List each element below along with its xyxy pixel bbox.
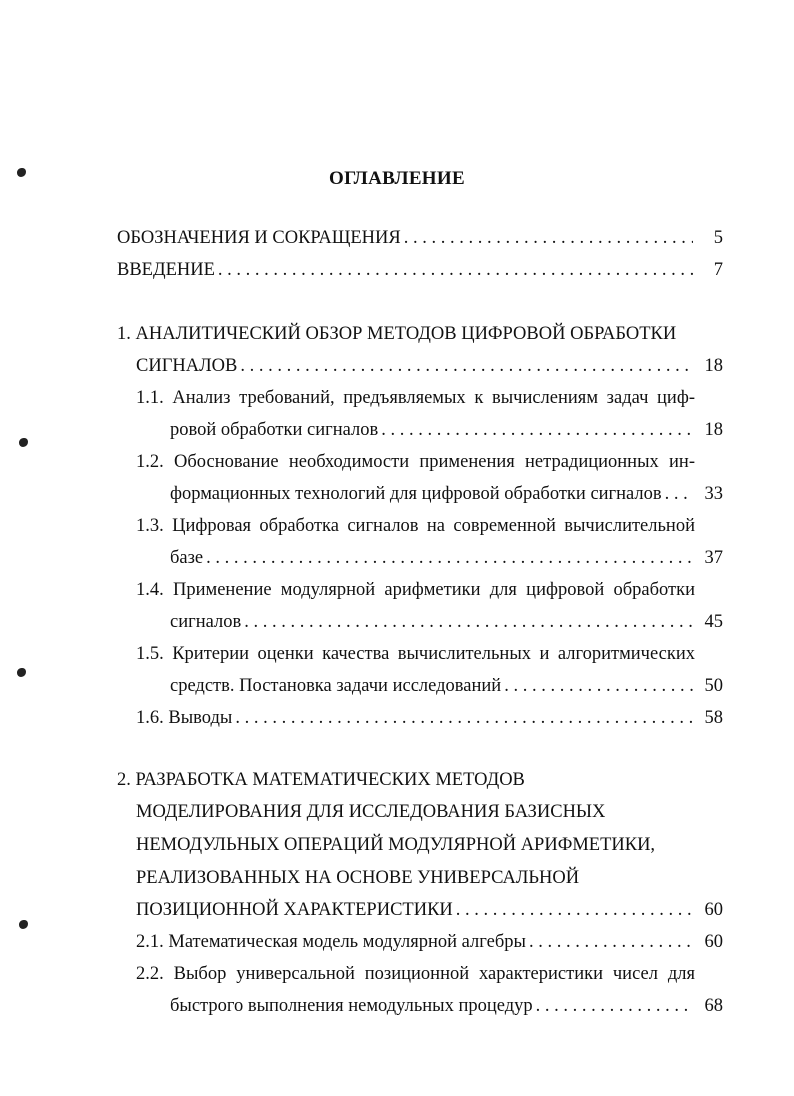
- leader-dots: [235, 702, 693, 734]
- toc-entry-notations: [117, 222, 723, 254]
- toc-page-number: 60: [704, 932, 723, 952]
- toc-section-1-1-line1: 1.1. Анализ требований, предъявляемых к вычислениям задач циф-: [136, 388, 695, 408]
- toc-section-1-5-line2: [170, 670, 723, 702]
- toc-section-1-3-line1: 1.3. Цифровая обработка сигналов на современной вычислительной: [136, 516, 695, 536]
- toc-section-2-2-line2: [170, 990, 723, 1022]
- toc-entry-label: ВВЕДЕНИЕ: [117, 260, 215, 280]
- toc-page-number: 68: [704, 996, 723, 1016]
- toc-page-number: 50: [704, 676, 723, 696]
- leader-dots: [244, 606, 693, 638]
- toc-entry-label: 2.1. Математическая модель модулярной алгебры: [136, 932, 526, 952]
- leader-dots: [536, 990, 693, 1022]
- toc-section-1-4-line2: [170, 606, 723, 638]
- page-title: ОГЛАВЛЕНИЕ: [329, 168, 465, 189]
- binding-hole-mark: [19, 920, 28, 929]
- toc-section-2-1: [136, 926, 723, 958]
- toc-section-1-2-line2: [170, 478, 723, 510]
- leader-dots: [240, 350, 693, 382]
- toc-page-number: 58: [704, 708, 723, 728]
- toc-page-number: 18: [704, 420, 723, 440]
- toc-entry-label: 1. АНАЛИТИЧЕСКИЙ ОБЗОР МЕТОДОВ ЦИФРОВОЙ ОБРАБОТКИ: [117, 324, 677, 344]
- toc-chapter-2-line4: [136, 862, 723, 894]
- toc-entry-label: средств. Постановка задачи исследований: [170, 676, 502, 696]
- toc-page-number: 33: [704, 484, 723, 504]
- toc-chapter-1-line2: [136, 350, 723, 382]
- toc-section-1-5-line1: 1.5. Критерии оценки качества вычислительных и алгоритмических: [136, 644, 695, 664]
- toc-section-1-1-line2: [170, 414, 723, 446]
- toc-entry-label: НЕМОДУЛЬНЫХ ОПЕРАЦИЙ МОДУЛЯРНОЙ АРИФМЕТИКИ,: [136, 835, 656, 855]
- toc-section-1-3-line2: [170, 542, 723, 574]
- toc-page-number: 60: [704, 900, 723, 920]
- toc-page-number: 45: [704, 612, 723, 632]
- toc-chapter-2-line5: [136, 894, 723, 926]
- toc-section-1-4-line1: 1.4. Применение модулярной арифметики для цифровой обработки: [136, 580, 695, 600]
- leader-dots: [529, 926, 693, 958]
- toc-page-number: 7: [713, 260, 723, 280]
- toc-chapter-1-line1: [117, 318, 723, 350]
- leader-dots: [456, 894, 693, 926]
- toc-entry-label: быстрого выполнения немодульных процедур: [170, 996, 533, 1016]
- toc-page-number: 18: [704, 356, 723, 376]
- leader-dots: [381, 414, 693, 446]
- toc-section-2-2-line1: 2.2. Выбор универсальной позиционной характеристики чисел для: [136, 964, 695, 984]
- toc-chapter-2-line2: [136, 796, 723, 828]
- leader-dots: [404, 222, 693, 254]
- leader-dots: [665, 478, 693, 510]
- toc-section-1-2-line1: 1.2. Обоснование необходимости применения нетрадиционных ин-: [136, 452, 695, 472]
- binding-hole-mark: [19, 438, 28, 447]
- leader-dots: [218, 254, 693, 286]
- binding-hole-mark: [17, 668, 26, 677]
- toc-entry-label: базе: [170, 548, 204, 568]
- toc-entry-label: ОБОЗНАЧЕНИЯ И СОКРАЩЕНИЯ: [117, 228, 401, 248]
- toc-entry-label: РЕАЛИЗОВАННЫХ НА ОСНОВЕ УНИВЕРСАЛЬНОЙ: [136, 868, 580, 888]
- toc-entry-label: МОДЕЛИРОВАНИЯ ДЛЯ ИССЛЕДОВАНИЯ БАЗИСНЫХ: [136, 802, 606, 822]
- toc-entry-label: формационных технологий для цифровой обработки сигналов: [170, 484, 662, 504]
- toc-entry-label: 1.6. Выводы: [136, 708, 233, 728]
- toc-entry-label: СИГНАЛОВ: [136, 356, 238, 376]
- toc-page-number: 5: [713, 228, 723, 248]
- toc-entry-label: сигналов: [170, 612, 242, 632]
- toc-entry-introduction: [117, 254, 723, 286]
- toc-chapter-2-line1: [117, 764, 723, 796]
- toc-chapter-2-line3: [136, 829, 723, 861]
- toc-entry-label: ПОЗИЦИОННОЙ ХАРАКТЕРИСТИКИ: [136, 900, 453, 920]
- toc-page-number: 37: [704, 548, 723, 568]
- leader-dots: [504, 670, 693, 702]
- toc-entry-label: 2. РАЗРАБОТКА МАТЕМАТИЧЕСКИХ МЕТОДОВ: [117, 770, 525, 790]
- toc-section-1-6: [136, 702, 723, 734]
- leader-dots: [206, 542, 693, 574]
- toc-entry-label: ровой обработки сигналов: [170, 420, 379, 440]
